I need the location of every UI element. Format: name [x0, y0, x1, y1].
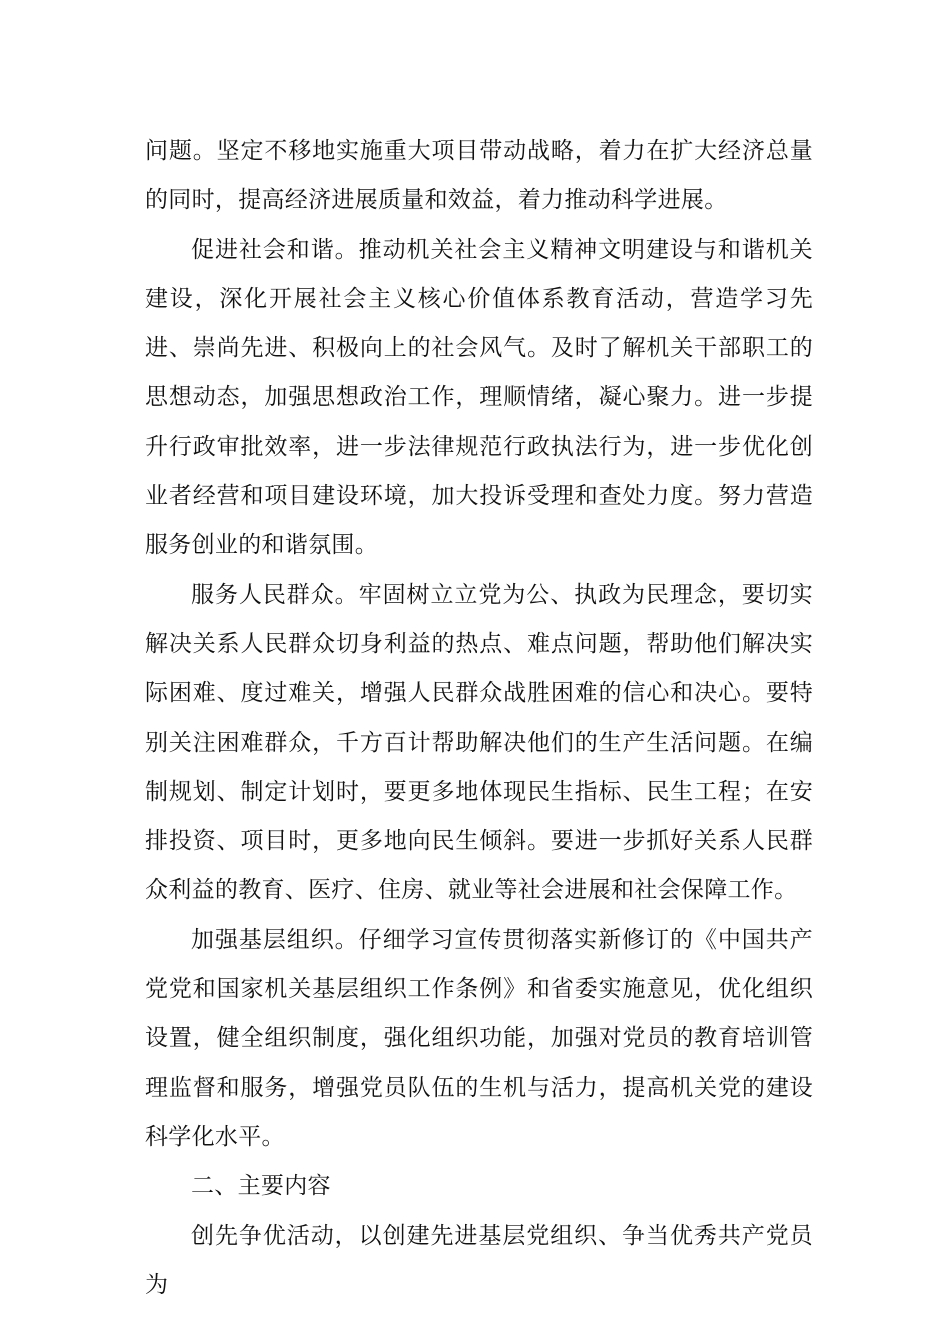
paragraph-continuation: 问题。坚定不移地实施重大项目带动战略，着力在扩大经济总量的同时，提高经济进展质量和效益，着力推动科学进展。	[145, 138, 813, 214]
paragraph-serve-people: 服务人民群众。牢固树立立党为公、执政为民理念，要切实解决关系人民群众切身利益的热点、难点问题，帮助他们解决实际困难、度过难关，增强人民群众战胜困难的信心和决心。要特别关注困难群众，千方百计帮助解决他们的生产生活问题。在编制规划、制定计划时，要更多地体现民生指标、民生工程；在安排投资、项目时，更多地向民生倾斜。要进一步抓好关系人民群众利益的教育、医疗、住房、就业等社会进展和社会保障工作。	[145, 581, 813, 904]
document-body	[145, 127, 813, 1310]
paragraph-grassroots-organization: 加强基层组织。仔细学习宣传贯彻落实新修订的《中国共产党党和国家机关基层组织工作条例》和省委实施意见，优化组织设置，健全组织制度，强化组织功能，加强对党员的教育培训管理监督和服务，增强党员队伍的生机与活力，提高机关党的建设科学化水平。	[145, 926, 813, 1150]
section-heading-main-content: 二、主要内容	[191, 1173, 331, 1200]
paragraph-social-harmony: 促进社会和谐。推动机关社会主义精神文明建设与和谐机关建设，深化开展社会主义核心价值体系教育活动，营造学习先进、崇尚先进、积极向上的社会风气。及时了解机关干部职工的思想动态，加强思想政治工作，理顺情绪，凝心聚力。进一步提升行政审批效率，进一步法律规范行政执法行为，进一步优化创业者经营和项目建设环境，加大投诉受理和查处力度。努力营造服务创业的和谐氛围。	[145, 236, 813, 559]
paragraph-activity-intro: 创先争优活动，以创建先进基层党组织、争当优秀共产党员为	[145, 1222, 813, 1298]
